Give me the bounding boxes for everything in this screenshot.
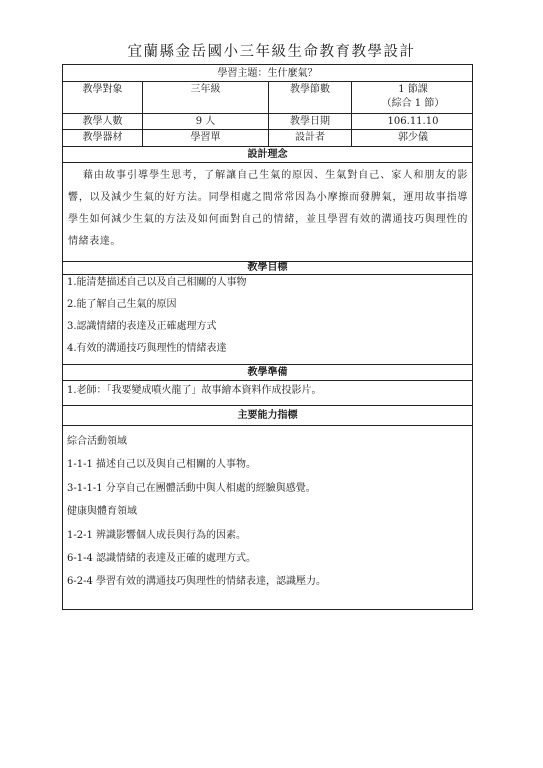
concept-heading-row bbox=[63, 147, 472, 163]
preparation-heading: 教學準備 bbox=[247, 367, 288, 378]
indicator-item: 3-1-1-1 分享自己在團體活動中與人相處的經驗與感覺。 bbox=[67, 483, 316, 494]
indicators-heading: 主要能力指標 bbox=[237, 410, 298, 421]
theme-row bbox=[63, 65, 472, 82]
concept-body-row bbox=[63, 163, 472, 262]
objectives-heading: 教學目標 bbox=[247, 262, 288, 273]
preparation-item: 1.老師：「我要變成噴火龍了」故事繪本資料作成投影片。 bbox=[67, 385, 322, 396]
count-label: 教學人數 bbox=[82, 116, 123, 127]
material-label: 教學器材 bbox=[82, 132, 123, 143]
info-row-count bbox=[63, 114, 472, 130]
preparation-body-row bbox=[63, 381, 472, 406]
sessions-cell bbox=[351, 82, 474, 113]
document-title: 宜蘭縣金岳國小三年級生命教育教學設計 bbox=[127, 44, 416, 60]
indicator-domain: 健康與體育領域 bbox=[67, 506, 137, 517]
indicator-domain: 綜合活動領域 bbox=[67, 436, 127, 447]
objective-item: 1.能清楚描述自己以及自己相關的人事物 bbox=[67, 277, 247, 288]
designer-value: 郭少儀 bbox=[351, 130, 474, 146]
designer-label: 設計者 bbox=[268, 130, 351, 146]
objectives-heading-row bbox=[63, 262, 472, 275]
sessions-note: （綜合 1 節） bbox=[381, 98, 445, 109]
concept-text: 藉由故事引導學生思考，了解讓自己生氣的原因、生氣對自己、家人和朋友的影響，以及減少生氣的好方法。同學相處之間常常因為小摩擦而發脾氣，運用故事指導學生如何減少生氣的方法及如何面對自己的情緒，並且學習有效的溝通技巧與理性的情緒表達。 bbox=[68, 170, 468, 247]
indicator-item: 6-1-4 認識情緒的表達及正確的處理方式。 bbox=[67, 553, 257, 564]
lesson-plan-table bbox=[62, 64, 473, 610]
count-value: 9 人 bbox=[142, 114, 268, 129]
objectives-body-row bbox=[63, 275, 472, 365]
date-value: 106.11.10 bbox=[351, 114, 474, 129]
indicator-item: 1-1-1 描述自己以及與自己相關的人事物。 bbox=[67, 459, 257, 470]
indicators-heading-row bbox=[63, 406, 472, 426]
indicators-body-row bbox=[63, 426, 472, 610]
sessions-value: 1 節課 bbox=[398, 84, 428, 95]
indicator-item: 1-2-1 辨識影響個人成長與行為的因素。 bbox=[67, 530, 247, 541]
info-row-audience bbox=[63, 82, 472, 114]
audience-label: 教學對象 bbox=[82, 84, 123, 95]
date-label: 教學日期 bbox=[268, 114, 351, 129]
material-value: 學習單 bbox=[142, 130, 268, 146]
objective-item: 4.有效的溝通技巧與理性的情緒表達 bbox=[67, 343, 227, 354]
concept-heading: 設計理念 bbox=[247, 149, 288, 160]
objective-item: 3.認識情緒的表達及正確處理方式 bbox=[67, 321, 217, 332]
indicator-item: 6-2-4 學習有效的溝通技巧與理性的情緒表達，認識壓力。 bbox=[67, 576, 327, 587]
sessions-label: 教學節數 bbox=[268, 82, 351, 113]
preparation-heading-row bbox=[63, 365, 472, 381]
theme-text: 學習主題：生什麼氣？ bbox=[217, 68, 318, 79]
objective-item: 2.能了解自己生氣的原因 bbox=[67, 299, 177, 310]
info-row-material bbox=[63, 130, 472, 147]
audience-value: 三年級 bbox=[142, 82, 268, 113]
